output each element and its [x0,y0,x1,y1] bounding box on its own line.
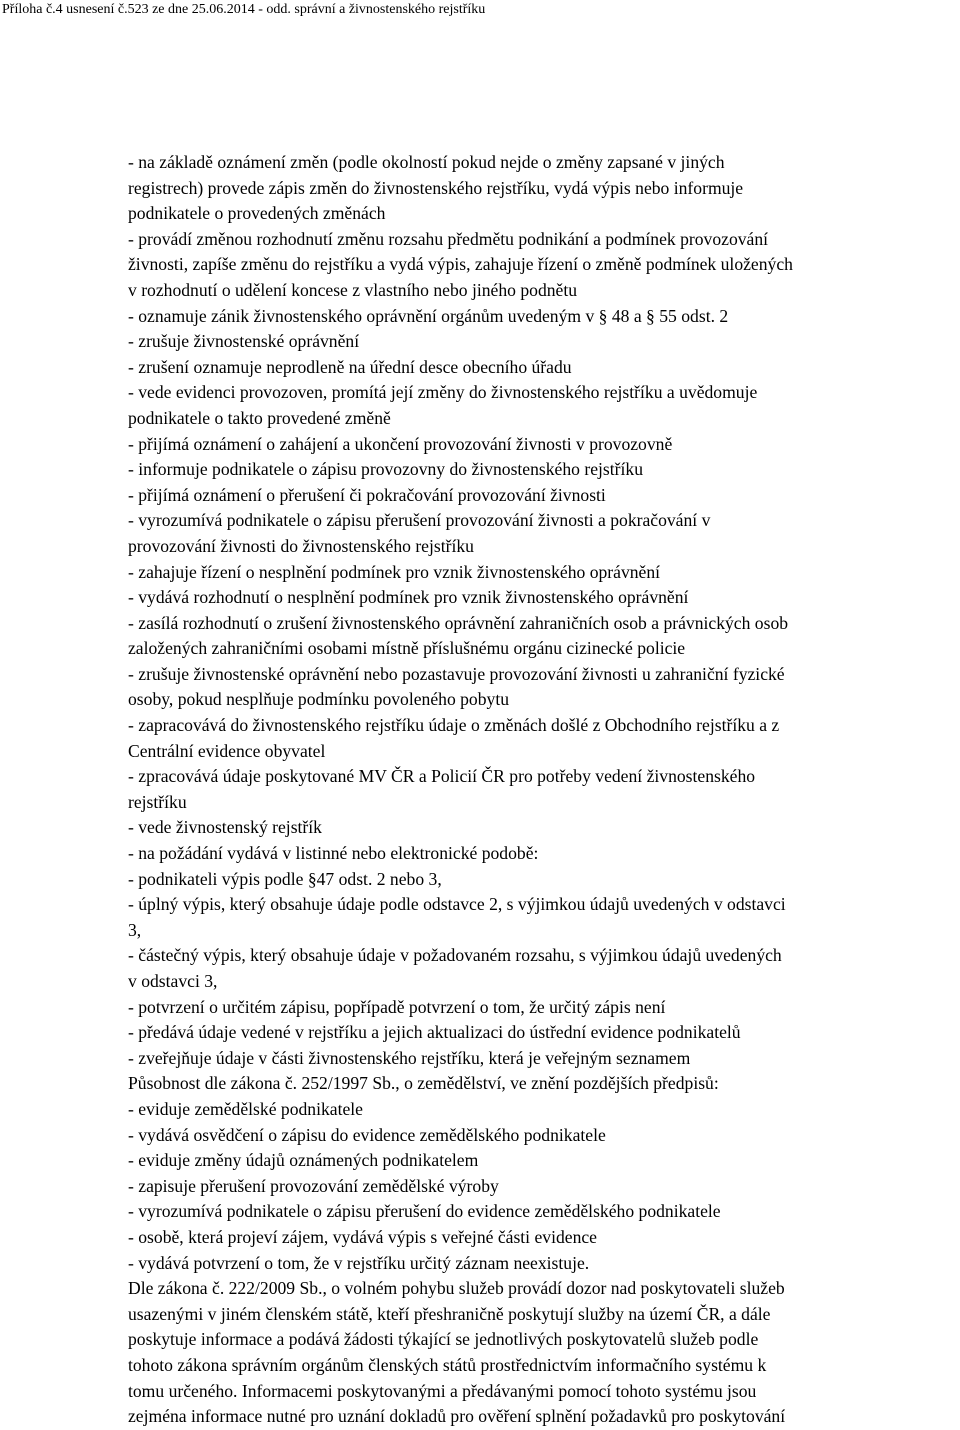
text-line: - předává údaje vedené v rejstříku a jejich aktualizaci do ústřední evidence podnikatelů [128,1022,741,1043]
text-line: - zasílá rozhodnutí o zrušení živnostenského oprávnění zahraničních osob a právnických osob [128,612,789,633]
text-line: - vydává potvrzení o tom, že v rejstříku určitý záznam neexistuje. [128,1252,590,1273]
text-line: - osobě, která projeví zájem, vydává výpis s veřejné části evidence [128,1226,597,1247]
text-line: tohoto zákona správním orgánům členských států prostřednictvím informačního systému k [128,1354,767,1375]
text-line: tomu určeného. Informacemi poskytovanými a předávanými pomocí tohoto systému jsou [128,1380,757,1401]
text-line: - přijímá oznámení o zahájení a ukončení provozování živnosti v provozovně [128,433,673,454]
text-line: - vydává osvědčení o zápisu do evidence zemědělského podnikatele [128,1124,606,1145]
text-line: - na požádání vydává v listinné nebo elektronické podobě: [128,843,539,864]
text-line: - podnikateli výpis podle §47 odst. 2 nebo 3, [128,868,442,889]
text-line: - eviduje zemědělské podnikatele [128,1098,363,1119]
text-line: v rozhodnutí o udělení koncese z vlastního nebo jiného podnětu [128,279,578,300]
text-line: - informuje podnikatele o zápisu provozovny do živnostenského rejstříku [128,459,643,480]
text-line: zejména informace nutné pro uznání dokladů pro ověření splnění požadavků pro poskytování [128,1406,786,1427]
text-line: - zapracovává do živnostenského rejstříku údaje o změnách došlé z Obchodního rejstříku a z [128,715,780,736]
text-line: provozování živnosti do živnostenského rejstříku [128,535,474,556]
text-line: - vede živnostenský rejstřík [128,817,322,838]
page-header: Příloha č.4 usnesení č.523 ze dne 25.06.2014 - odd. správní a živnostenského rejstříku [2,2,486,17]
document-body [128,150,956,1430]
text-line: - eviduje změny údajů oznámených podnikatelem [128,1150,479,1171]
text-line: - vede evidenci provozoven, promítá její změny do živnostenského rejstříku a uvědomuje [128,382,758,403]
text-line: - zahajuje řízení o nesplnění podmínek pro vznik živnostenského oprávnění [128,561,661,582]
text-line: - vyrozumívá podnikatele o zápisu přerušení do evidence zemědělského podnikatele [128,1201,721,1222]
text-line: - potvrzení o určitém zápisu, popřípadě potvrzení o tom, že určitý zápis není [128,996,666,1017]
text-line: Působnost dle zákona č. 252/1997 Sb., o zemědělství, ve znění pozdějších předpisů: [128,1073,719,1094]
text-line: - vyrozumívá podnikatele o zápisu přerušení provozování živnosti a pokračování v [128,510,711,531]
text-line: podnikatele o provedených změnách [128,203,386,224]
text-line: - úplný výpis, který obsahuje údaje podle odstavce 2, s výjimkou údajů uvedených v odstavci [128,894,786,915]
text-line: - zpracovává údaje poskytované MV ČR a Policií ČR pro potřeby vedení živnostenského [128,766,756,787]
text-line: v odstavci 3, [128,971,218,991]
text-line: - na základě oznámení změn (podle okolností pokud nejde o změny zapsané v jiných [128,152,725,172]
text-line: - oznamuje zánik živnostenského oprávnění orgánům uvedeným v § 48 a § 55 odst. 2 [128,305,729,326]
text-line: Dle zákona č. 222/2009 Sb., o volném pohybu služeb provádí dozor nad poskytovateli služeb [128,1278,785,1299]
text-line: podnikatele o takto provedené změně [128,407,391,428]
text-line: - zrušuje živnostenské oprávnění nebo pozastavuje provozování živnosti u zahraniční fyzické [128,663,785,684]
text-line: - zrušuje živnostenské oprávnění [128,331,360,352]
text-line: osoby, pokud nesplňuje podmínku povoleného pobytu [128,689,510,710]
text-line: rejstříku [128,791,187,812]
text-line: usazenými v jiném členském státě, kteří přeshraničně poskytují služby na území ČR, a dále [128,1303,771,1324]
text-line: - vydává rozhodnutí o nesplnění podmínek pro vznik živnostenského oprávnění [128,587,689,608]
text-line: Centrální evidence obyvatel [128,740,326,761]
text-line: 3, [128,919,142,940]
text-line: - zveřejňuje údaje v části živnostenského rejstříku, která je veřejným seznamem [128,1047,691,1068]
text-line: - částečný výpis, který obsahuje údaje v požadovaném rozsahu, s výjimkou údajů uvedených [128,945,782,966]
text-line: - zapisuje přerušení provozování zemědělské výroby [128,1175,499,1196]
text-line: - provádí změnou rozhodnutí změnu rozsahu předmětu podnikání a podmínek provozování [128,228,769,249]
text-line: - přijímá oznámení o přerušení či pokračování provozování živnosti [128,484,606,505]
text-line: registrech) provede zápis změn do živnostenského rejstříku, vydá výpis nebo informuje [128,177,744,198]
text-line: poskytuje informace a podává žádosti týkající se jednotlivých poskytovatelů služeb podle [128,1329,759,1350]
text-line: založených zahraničními osobami místně příslušnému orgánu cizinecké policie [128,638,686,659]
text-line: - zrušení oznamuje neprodleně na úřední desce obecního úřadu [128,356,572,377]
text-line: živnosti, zapíše změnu do rejstříku a vydá výpis, zahajuje řízení o změně podmínek uložených [128,254,793,275]
